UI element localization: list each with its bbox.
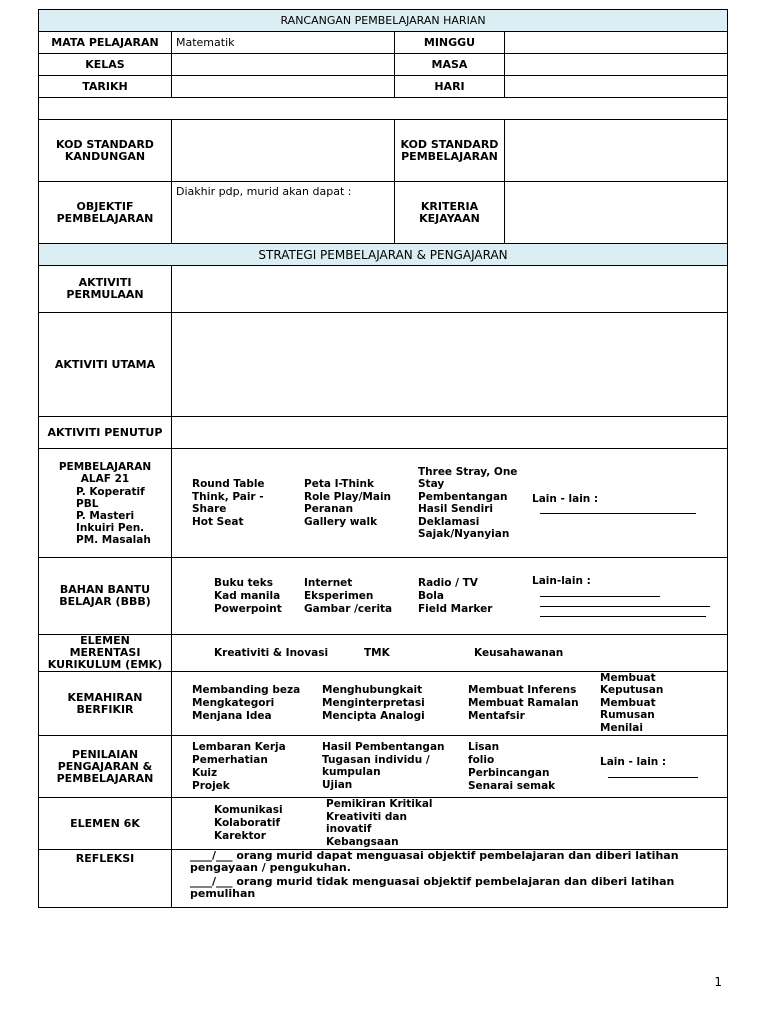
pak21-col3 [404,466,518,541]
pak21-col3-item[interactable]: Three Stray, One Stay [418,465,518,490]
kbat-col4-item[interactable]: Menilai [600,722,643,734]
kbat-col2-item[interactable]: Menghubungkait [322,684,423,696]
kbat-col2-item[interactable]: Mencipta Analogi [322,710,425,722]
elemen6k-col1-item[interactable]: Karektor [214,830,266,842]
pak21-left-item[interactable]: P. Koperatif [76,485,145,498]
tarikh-label: TARIKH [39,76,172,98]
emk-kreativiti[interactable]: Kreativiti & Inovasi [214,647,329,659]
refleksi-content [172,850,728,908]
bbb-label: BAHAN BANTU BELAJAR (BBB) [39,558,172,635]
elemen6k-options [172,798,728,850]
bbb-line-1[interactable] [540,587,660,597]
elemen6k-label: ELEMEN 6K [39,798,172,850]
kbat-options [172,672,728,736]
pak21-col2-item[interactable]: Gallery walk [304,515,378,528]
pak21-options [172,449,728,558]
pak21-col3-item[interactable]: Pembentangan Hasil Sendiri [418,490,508,515]
kod-standard-kandungan-value[interactable] [172,120,395,182]
kbat-col4-item[interactable]: Membuat Rumusan [600,697,656,721]
bbb-col4 [518,575,708,617]
kriteria-value[interactable] [505,182,728,244]
bbb-col1-item[interactable]: Kad manila [214,589,281,602]
kbat-col4 [586,672,698,735]
penilaian-col3-item[interactable]: Lisan [468,740,500,753]
bbb-lain-lain[interactable]: Lain-lain : [532,575,591,587]
aktiviti-permulaan-value[interactable] [172,266,728,313]
penilaian-col3 [454,741,586,793]
kod-standard-kandungan-label: KOD STANDARD KANDUNGAN [39,120,172,182]
penilaian-col2-item[interactable]: Hasil Pembentangan [322,741,445,753]
masa-label: MASA [395,54,505,76]
pak21-label: PEMBELAJARAN ALAF 21 [58,460,152,485]
hari-value[interactable] [505,76,728,98]
bbb-col2-item[interactable]: Gambar /cerita [304,602,393,615]
pak21-cell [39,449,172,558]
spacer-row [39,98,728,120]
penilaian-options [172,736,728,798]
pak21-col4 [518,493,698,514]
penilaian-label: PENILAIAN PENGAJARAN & PEMBELAJARAN [39,736,172,798]
penilaian-col1-item[interactable]: Kuiz [192,766,218,779]
mata-pelajaran-value[interactable]: Matematik [172,32,395,54]
penilaian-lain-lain-line[interactable] [608,768,698,778]
pak21-left-item[interactable]: P. Masteri [76,509,135,522]
kod-standard-pembelajaran-value[interactable] [505,120,728,182]
pak21-col1-item[interactable]: Hot Seat [192,515,244,528]
mata-pelajaran-label: MATA PELAJARAN [39,32,172,54]
pak21-col2 [290,478,404,529]
objektif-label: OBJEKTIF PEMBELAJARAN [39,182,172,244]
strategi-header: STRATEGI PEMBELAJARAN & PENGAJARAN [39,244,728,266]
bbb-col3-item[interactable]: Field Marker [418,602,493,615]
minggu-label: MINGGU [395,32,505,54]
kbat-col3 [454,684,586,723]
aktiviti-utama-label: AKTIVITI UTAMA [39,313,172,417]
minggu-value[interactable] [505,32,728,54]
tarikh-value[interactable] [172,76,395,98]
pak21-left-list [50,486,160,546]
kbat-col1-item[interactable]: Menjana Idea [192,710,272,722]
hari-label: HARI [395,76,505,98]
penilaian-col2 [308,741,454,792]
emk-options [172,635,728,672]
page-title: RANCANGAN PEMBELAJARAN HARIAN [39,10,728,32]
refleksi-line-2[interactable]: ____/___ orang murid tidak menguasai objektif pembelajaran dan diberi latihan pemulihan [190,875,675,900]
pak21-col3-item[interactable]: Deklamasi Sajak/Nyanyian [418,515,510,540]
kbat-label: KEMAHIRAN BERFIKIR [39,672,172,736]
aktiviti-penutup-value[interactable] [172,417,728,449]
pak21-left-item[interactable]: PM. Masalah [76,533,151,546]
pak21-col1-item[interactable]: Round Table [192,477,265,490]
penilaian-col4 [586,756,698,778]
kelas-value[interactable] [172,54,395,76]
aktiviti-penutup-label: AKTIVITI PENUTUP [39,417,172,449]
penilaian-col3-item[interactable]: Senarai semak [468,779,556,792]
penilaian-col1 [176,741,308,793]
rph-table [38,9,728,908]
penilaian-col1-item[interactable]: Projek [192,779,230,792]
emk-tmk[interactable]: TMK [364,647,390,659]
objektif-value[interactable]: Diakhir pdp, murid akan dapat : [172,182,395,244]
elemen6k-col1-item[interactable]: Kolaboratif [214,817,281,829]
bbb-col1-item[interactable]: Buku teks [214,576,273,589]
emk-label: ELEMEN MERENTASI KURIKULUM (EMK) [39,635,172,672]
kod-standard-pembelajaran-label: KOD STANDARD PEMBELAJARAN [395,120,505,182]
bbb-col1-item[interactable]: Powerpoint [214,602,282,615]
pak21-col2-item[interactable]: Role Play/Main Peranan [304,490,392,515]
refleksi-line-1[interactable]: ____/___ orang murid dapat menguasai objektif pembelajaran dan diberi latihan pengayaan / pengukuhan. [190,849,679,874]
pak21-col1-item[interactable]: Think, Pair - Share [192,490,264,515]
pak21-col1 [176,478,290,529]
penilaian-col3-item[interactable]: Perbincangan [468,766,550,779]
bbb-col3-item[interactable]: Radio / TV [418,576,478,589]
penilaian-lain-lain[interactable]: Lain - lain : [600,755,667,768]
kbat-col2-item[interactable]: Menginterpretasi [322,697,425,709]
kbat-col3-item[interactable]: Membuat Ramalan [468,697,579,709]
penilaian-col2-item[interactable]: Tugasan individu / kumpulan [322,754,430,778]
kbat-col4-item[interactable]: Membuat Keputusan [600,672,664,696]
pak21-left-item[interactable]: Inkuiri Pen. [76,521,145,534]
penilaian-col2-item[interactable]: Ujian [322,779,353,791]
kelas-label: KELAS [39,54,172,76]
elemen6k-col1 [176,804,312,843]
kbat-col1 [176,684,308,723]
bbb-options [172,558,728,635]
kbat-col1-item[interactable]: Membanding beza [192,684,301,696]
penilaian-col3-item[interactable]: folio [468,753,495,766]
elemen6k-col2-item[interactable]: Kreativiti dan inovatif [326,811,407,835]
kbat-col1-item[interactable]: Mengkategori [192,697,275,709]
kbat-col2 [308,684,454,723]
bbb-line-3[interactable] [540,607,706,617]
page-number: 1 [714,975,722,989]
kriteria-label: KRITERIA KEJAYAAN [395,182,505,244]
bbb-line-2[interactable] [540,597,710,607]
bbb-col3 [404,577,518,616]
bbb-col2-item[interactable]: Internet [304,576,353,589]
pak21-left-item[interactable]: PBL [76,497,99,510]
bbb-col2 [290,577,404,616]
kbat-col3-item[interactable]: Mentafsir [468,710,525,722]
aktiviti-permulaan-label: AKTIVITI PERMULAAN [39,266,172,313]
pak21-lain-lain-line[interactable] [540,505,696,514]
bbb-col3-item[interactable]: Bola [418,589,444,602]
pak21-lain-lain[interactable]: Lain - lain : [532,492,599,505]
bbb-col2-item[interactable]: Eksperimen [304,589,374,602]
emk-keusahawanan[interactable]: Keusahawanan [474,647,564,659]
penilaian-col1-item[interactable]: Lembaran Kerja [192,740,286,753]
refleksi-label: REFLEKSI [39,850,172,908]
aktiviti-utama-value[interactable] [172,313,728,417]
bbb-col1 [176,577,290,616]
kbat-col3-item[interactable]: Membuat Inferens [468,684,577,696]
elemen6k-col1-item[interactable]: Komunikasi [214,804,283,816]
pak21-col2-item[interactable]: Peta I-Think [304,477,374,490]
elemen6k-col2 [312,798,442,849]
elemen6k-col2-item[interactable]: Kebangsaan [326,836,399,848]
masa-value[interactable] [505,54,728,76]
penilaian-col1-item[interactable]: Pemerhatian [192,753,268,766]
elemen6k-col2-item[interactable]: Pemikiran Kritikal [326,798,433,810]
